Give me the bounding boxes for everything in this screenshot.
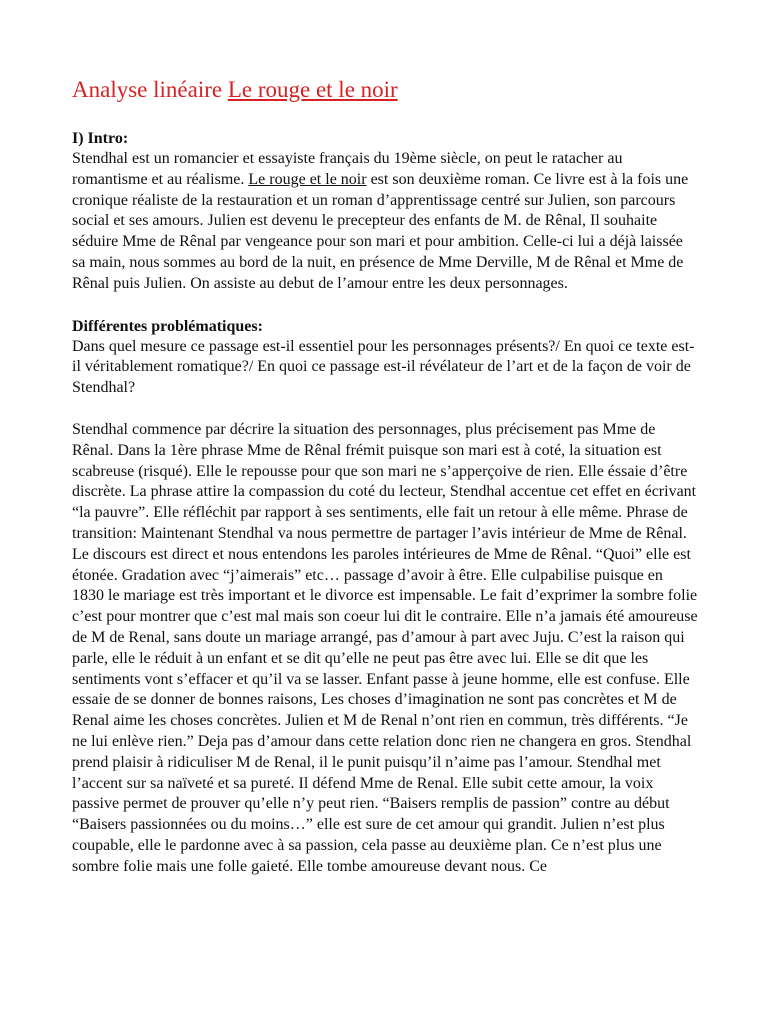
intro-paragraph [72,149,698,295]
document-title [72,76,698,104]
problematiques-paragraph: Dans quel mesure ce passage est-il essentiel pour les personnages présents?/ En quoi ce texte est-il véritablement romatique?/ En quoi ce passage est-il révélateur de l’art et de la façon de voir de Stendhal? [72,337,695,397]
intro-text-part1: Stendhal est un romancier et essayiste français du 19ème siècle, on peut le ratacher au romantisme et au réalisme. [72,150,623,188]
title-book-name: Le rouge et le noir [227,77,398,102]
problematiques-heading: Différentes problématiques: [72,317,263,335]
intro-text-part2: est son deuxième roman. Ce livre est à la fois une cronique réaliste de la restauration et un roman d’apprentissage centré sur Julien, son parcours social et ses amours. Julien est devenu le precepteur des enfants de M. de Rênal, Il souhaite séduire Mme de Rênal par vengeance pour son mari et pour ambition. Celle-ci lui a déjà laissée sa main, nous sommes au bord de la nuit, en présence de Mme Derville, M de Rênal et Mme de Rênal puis Julien. On assiste au debut de l’amour entre les deux personnages. [72,170,689,292]
analysis-paragraph: Stendhal commence par décrire la situation des personnages, plus précisement pas Mme de Rênal. Dans la 1ère phrase Mme de Rênal frémit puisque son mari est à coté, la situation est scabreuse (risqué). Elle le repousse pour que son mari ne s’apperçoive de rien. Elle éssaie d’être discrète. La phrase attire la compassion du coté du lecteur, Stendhal accentue cet effet en écrivant “la pauvre”. Elle réfléchit par rapport à ses sentiments, elle fait un retour à elle même. Phrase de transition: Maintenant Stendhal va nous permettre de partager l’avis intérieur de Mme de Rênal. Le discours est direct et nous entendons les paroles intérieures de Mme de Rênal. “Quoi” elle est étonée. Gradation avec “j’aimerais” etc… passage d’avoir à être. Elle culpabilise puisque en 1830 le mariage est très important et le divorce est impensable. Le fait d’exprimer la sombre folie c’est pour montrer que c’est mal mais son coeur lui dit le contraire. Elle n’a jamais été amoureuse de M de Renal, sans doute un mariage arrangé, pas d’amour à part avec Juju. C’est la raison qui parle, elle le réduit à un enfant et se dit qu’elle ne peut pas être avec lui. Elle se dit que les sentiments vont s’effacer et qu’il va se lasser. Enfant passe à jeune homme, elle est confuse. Elle essaie de se donner de bonnes raisons, Les choses d’imagination ne sont pas concrètes et M de Renal aime les choses concrètes. Julien et M de Renal n’ont rien en commun, très différents. “Je ne lui enlève rien.” Deja pas d’amour dans cette relation donc rien ne changera en gros. Stendhal prend plaisir à ridiculiser M de Renal, il le punit puisqu’il n’aime pas l’amour. Stendhal met l’accent sur sa naïveté et sa pureté. Il défend Mme de Renal. Elle subit cette amour, la voix passive permet de prouver qu’elle n’y peut rien. “Baisers remplis de passion” contre au début “Baisers passionnées ou du moins…” elle est sure de cet amour qui grandit. Julien n’est plus coupable, elle le pardonne avec à sa passion, cela passe au deuxième plan. Ce n’est plus une sombre folie mais une folle gaieté. Elle tombe amoureuse devant nous. Ce [72,420,698,875]
title-prefix: Analyse linéaire [72,77,223,102]
intro-book-title: Le rouge et le noir [248,170,367,188]
intro-heading: I) Intro: [72,130,129,147]
